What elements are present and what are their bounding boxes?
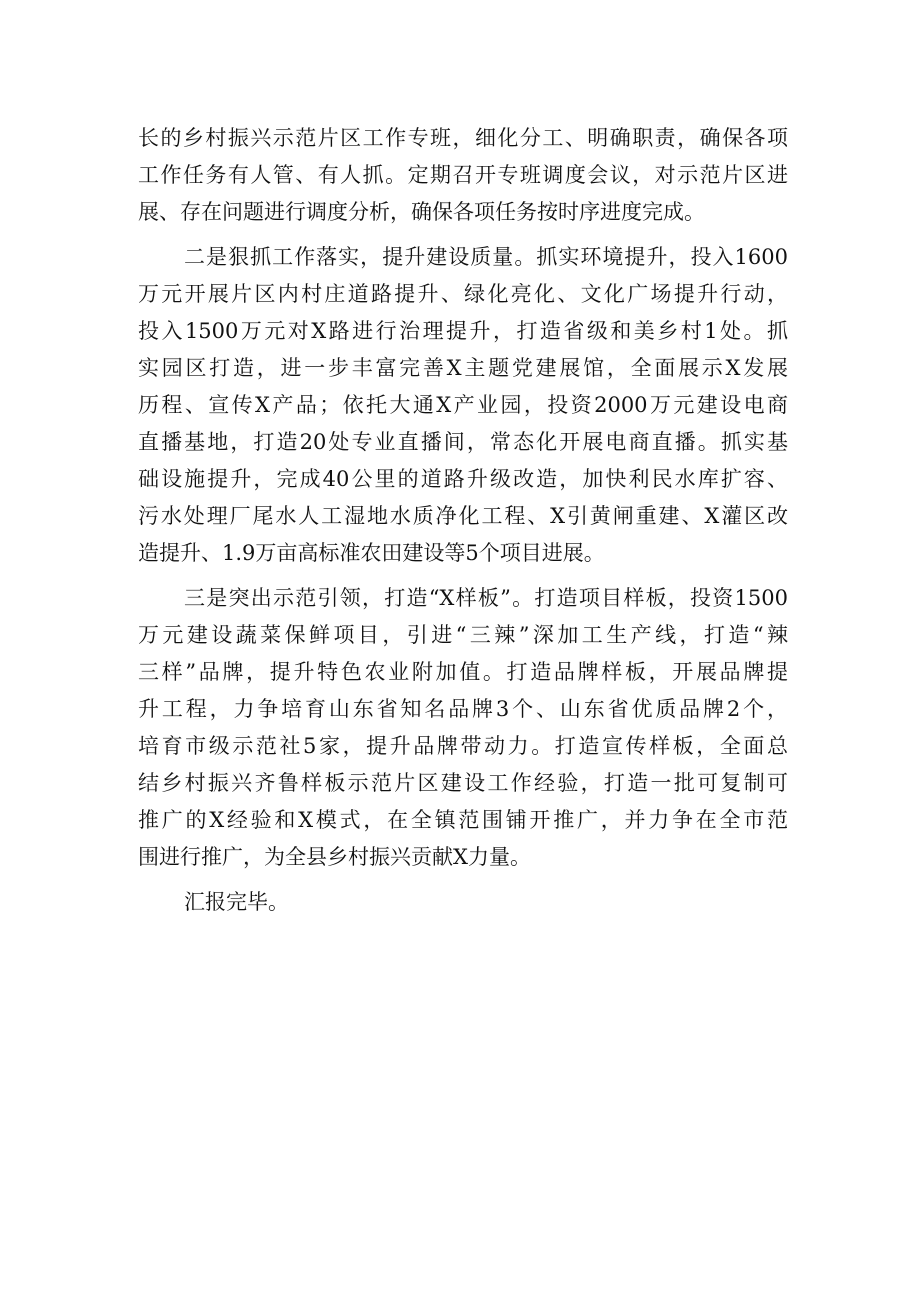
paragraph-3 — [138, 580, 788, 876]
text-line: 三样”品牌，提升特色农业附加值。打造品牌样板，开展品牌提 — [138, 660, 788, 684]
text-line: 推广的X经验和X模式，在全镇范围铺开推广，并力争在全市范 — [138, 808, 788, 832]
text-line: 造提升、1.9万亩高标准农田建设等5个项目进展。 — [138, 541, 605, 565]
text-line: 展、存在问题进行调度分析，确保各项任务按时序进度完成。 — [138, 200, 705, 224]
text-line: 直播基地，打造20处专业直播间，常态化开展电商直播。抓实基 — [138, 430, 788, 454]
text-line: 万元建设蔬菜保鲜项目，引进“三辣”深加工生产线，打造“辣 — [138, 623, 788, 647]
text-line: 历程、宣传X产品；依托大通X产业园，投资2000万元建设电商 — [138, 393, 788, 417]
document-body — [138, 120, 788, 921]
text-line: 培育市级示范社5家，提升品牌带动力。打造宣传样板，全面总 — [138, 734, 788, 758]
text-line: 础设施提升，完成40公里的道路升级改造，加快利民水库扩容、 — [138, 467, 788, 491]
text-line: 三是突出示范引领，打造“X样板”。打造项目样板，投资1500 — [184, 586, 788, 610]
text-line: 结乡村振兴齐鲁样板示范片区建设工作经验，打造一批可复制可 — [138, 771, 788, 795]
text-line: 升工程，力争培育山东省知名品牌3个、山东省优质品牌2个， — [138, 697, 788, 721]
paragraph-2 — [138, 239, 788, 572]
paragraph-1 — [138, 120, 788, 231]
text-line: 汇报完毕。 — [184, 890, 289, 914]
text-line: 污水处理厂尾水人工湿地水质净化工程、X引黄闸重建、X灌区改 — [138, 504, 788, 528]
text-line: 实园区打造，进一步丰富完善X主题党建展馆，全面展示X发展 — [138, 356, 788, 380]
paragraph-4 — [138, 884, 788, 921]
text-line: 投入1500万元对X路进行治理提升，打造省级和美乡村1处。抓 — [138, 319, 788, 343]
text-line: 工作任务有人管、有人抓。定期召开专班调度会议，对示范片区进 — [138, 163, 788, 187]
text-line: 长的乡村振兴示范片区工作专班，细化分工、明确职责，确保各项 — [138, 126, 788, 150]
text-line: 二是狠抓工作落实，提升建设质量。抓实环境提升，投入1600 — [184, 245, 788, 269]
text-line: 围进行推广，为全县乡村振兴贡献X力量。 — [138, 845, 531, 869]
text-line: 万元开展片区内村庄道路提升、绿化亮化、文化广场提升行动， — [138, 282, 788, 306]
